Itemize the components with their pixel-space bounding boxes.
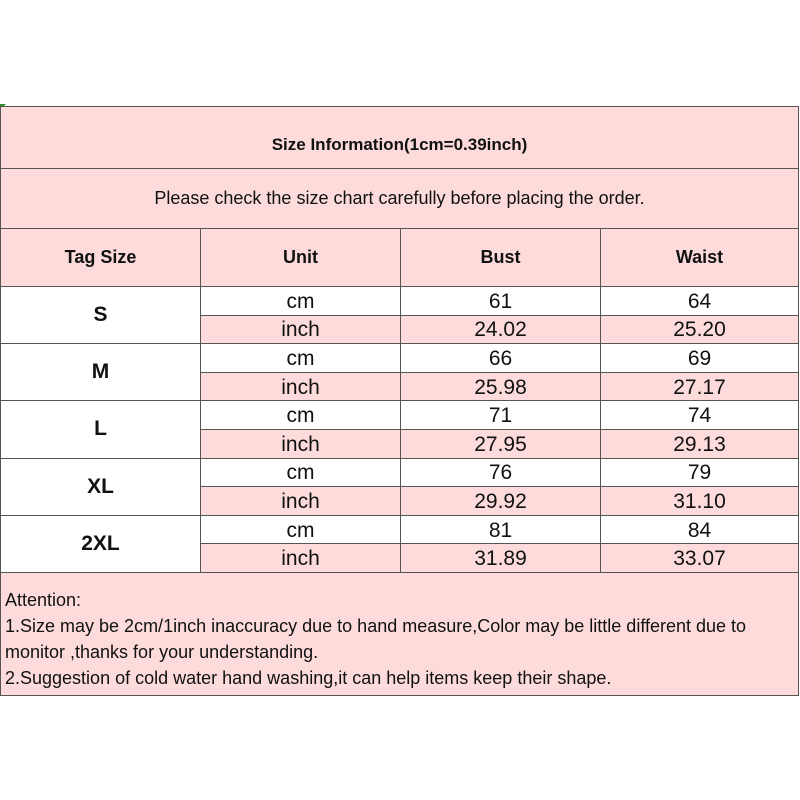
waist-cell: 31.10 — [601, 487, 799, 516]
column-header-unit: Unit — [201, 229, 401, 287]
bust-cell: 25.98 — [401, 373, 601, 402]
waist-cell: 84 — [601, 516, 799, 545]
bust-cell: 31.89 — [401, 544, 601, 573]
bust-cell: 61 — [401, 287, 601, 316]
attention-notes — [1, 573, 799, 696]
size-rows — [1, 287, 799, 573]
tag-size-cell: M — [1, 344, 201, 401]
attention-heading: Attention: — [5, 590, 82, 610]
waist-cell: 27.17 — [601, 373, 799, 402]
bust-cell: 29.92 — [401, 487, 601, 516]
tag-size-cell: XL — [1, 459, 201, 516]
column-header-tag-size: Tag Size — [1, 229, 201, 287]
waist-cell: 29.13 — [601, 430, 799, 459]
waist-cell: 79 — [601, 459, 799, 488]
bust-cell: 71 — [401, 401, 601, 430]
size-chart-title: Size Information(1cm=0.39inch) — [1, 107, 799, 169]
tag-size-cell: L — [1, 401, 201, 458]
unit-cell: inch — [201, 544, 401, 573]
bust-cell: 66 — [401, 344, 601, 373]
unit-cell: inch — [201, 487, 401, 516]
unit-cell: inch — [201, 430, 401, 459]
attention-line-2: 2.Suggestion of cold water hand washing,it can help items keep their shape. — [5, 668, 612, 688]
unit-cell: inch — [201, 316, 401, 345]
bust-cell: 24.02 — [401, 316, 601, 345]
unit-cell: cm — [201, 459, 401, 488]
size-chart-subtitle: Please check the size chart carefully before placing the order. — [1, 169, 799, 229]
unit-cell: cm — [201, 516, 401, 545]
waist-cell: 64 — [601, 287, 799, 316]
size-chart-table — [0, 106, 799, 696]
unit-cell: cm — [201, 344, 401, 373]
waist-cell: 74 — [601, 401, 799, 430]
unit-cell: cm — [201, 401, 401, 430]
waist-cell: 25.20 — [601, 316, 799, 345]
bust-cell: 76 — [401, 459, 601, 488]
column-header-waist: Waist — [601, 229, 799, 287]
bust-cell: 27.95 — [401, 430, 601, 459]
unit-cell: inch — [201, 373, 401, 402]
waist-cell: 33.07 — [601, 544, 799, 573]
attention-line-1: 1.Size may be 2cm/1inch inaccuracy due to hand measure,Color may be little different due to monitor ,thanks for your understanding. — [5, 616, 747, 662]
column-header-bust: Bust — [401, 229, 601, 287]
tag-size-cell: S — [1, 287, 201, 344]
unit-cell: cm — [201, 287, 401, 316]
waist-cell: 69 — [601, 344, 799, 373]
bust-cell: 81 — [401, 516, 601, 545]
tag-size-cell: 2XL — [1, 516, 201, 573]
